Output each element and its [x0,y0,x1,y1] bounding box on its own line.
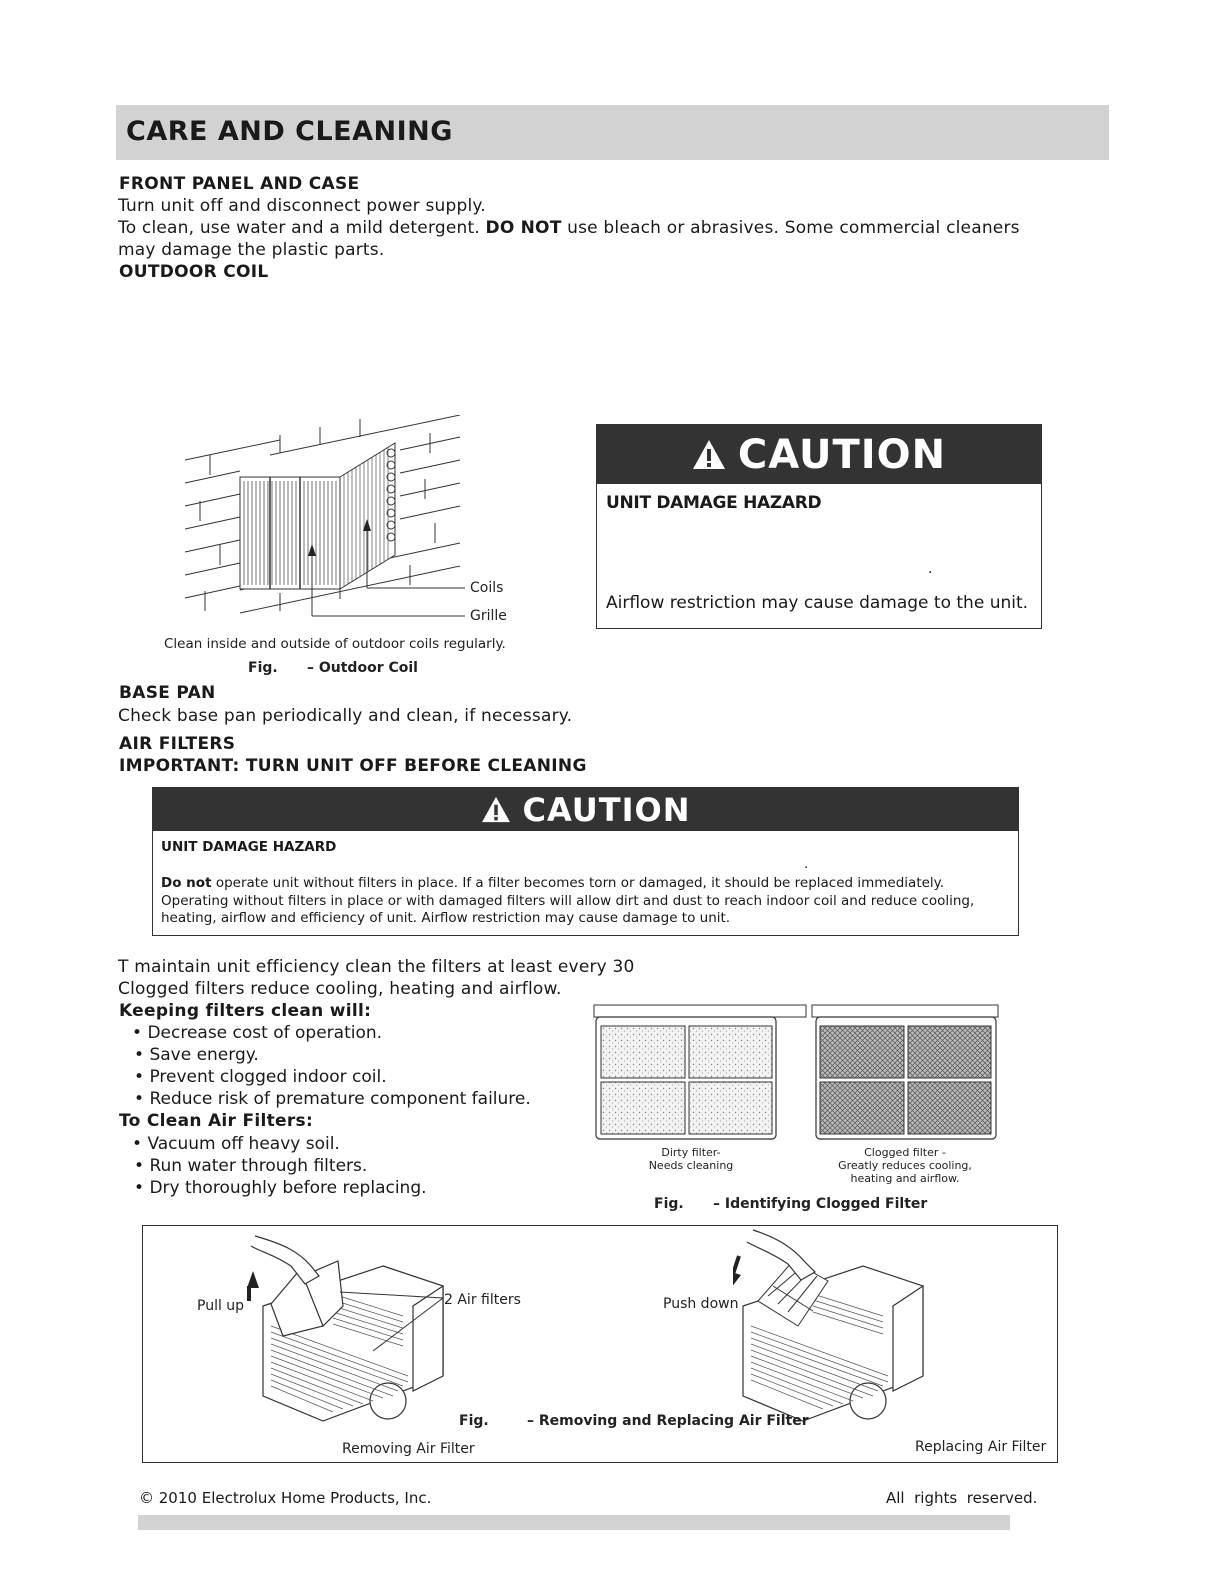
filter-fig-title: – Identifying Clogged Filter [713,1196,928,1212]
base-pan-heading: BASE PAN [119,683,216,703]
filter-comparison-illustration [590,1003,1000,1143]
caution-box-unit-damage [596,424,1042,629]
replacing-filter-illustration [733,1226,973,1441]
list-item: • Save energy. [134,1045,259,1065]
base-pan-text: Check base pan periodically and clean, if necessary. [118,706,573,726]
outdoor-coil-fig-label: Fig. [248,660,278,676]
important-notice: IMPORTANT: TURN UNIT OFF BEFORE CLEANING [119,756,587,776]
caution-banner-filters [153,788,1018,831]
caution-filters-line3: heating, airflow and efficiency of unit. Airflow restriction may cause damage to unit. [161,910,731,926]
caution-filters-hazard: UNIT DAMAGE HAZARD [161,839,337,855]
caution-filters-title: CAUTION [522,790,691,829]
outdoor-coil-heading: OUTDOOR COIL [119,262,269,282]
list-item: • Prevent clogged indoor coil. [134,1067,387,1087]
outdoor-coil-fig-title: – Outdoor Coil [307,660,418,676]
filter-fig-label: Fig. [654,1196,684,1212]
clogged-filter-caption: Clogged filter - Greatly reduces cooling, heating and airflow. [838,1146,972,1185]
front-panel-line1: Turn unit off and disconnect power supply. [118,196,486,216]
warning-triangle-icon [692,439,726,470]
dirty-filter-caption: Dirty filter- Needs cleaning [648,1146,734,1172]
caution-box-filters [152,787,1019,936]
removal-fig-title: – Removing and Replacing Air Filter [527,1413,809,1429]
rights-text: All rights reserved. [886,1489,1038,1507]
pull-up-label: Pull up [197,1298,245,1314]
removing-filter-illustration [243,1226,583,1441]
caution-dot: . [928,561,933,577]
front-panel-line2: To clean, use water and a mild detergent. DO NOT use bleach or abrasives. Some commercial cleaners [118,218,1020,238]
push-down-label: Push down [663,1296,739,1312]
two-air-filters-label: 2 Air filters [444,1292,521,1308]
list-item: • Reduce risk of premature component failure. [134,1089,531,1109]
removing-filter-label: Removing Air Filter [342,1441,475,1457]
footer-bar [138,1515,1010,1530]
caution-title: CAUTION [737,431,947,478]
front-panel-line3: may damage the plastic parts. [118,240,385,260]
caution-body-text: Airflow restriction may cause damage to the unit. [606,593,1029,613]
page-title: CARE AND CLEANING [126,116,453,147]
filter-removal-figure [142,1225,1058,1463]
list-item: • Vacuum off heavy soil. [132,1134,340,1154]
grille-label: Grille [470,608,507,624]
keep-filters-heading: Keeping filters clean will: [119,1001,372,1021]
removal-fig-label: Fig. [459,1413,489,1429]
section-header-bar [116,105,1109,160]
replacing-filter-label: Replacing Air Filter [915,1439,1047,1455]
caution-filters-line1: Do not operate unit without filters in place. If a filter becomes torn or damaged, it should be replaced immediately. [161,875,945,891]
list-item: • Dry thoroughly before replacing. [134,1178,427,1198]
copyright-text: © 2010 Electrolux Home Products, Inc. [139,1489,432,1507]
clean-filters-heading: To Clean Air Filters: [119,1111,314,1131]
warning-triangle-icon [481,796,511,823]
caution-filters-dot: . [804,856,809,872]
outdoor-coil-caption: Clean inside and outside of outdoor coils regularly. [164,636,506,652]
caution-hazard-title: UNIT DAMAGE HAZARD [606,493,822,513]
maintain-line1: T maintain unit efficiency clean the filters at least every 30 [118,957,635,977]
caution-filters-line2: Operating without filters in place or with damaged filters will allow dirt and dust to reach indoor coil and reduce cooling, [161,893,975,909]
caution-banner [597,425,1041,484]
outdoor-coil-illustration [180,415,525,630]
front-panel-heading: FRONT PANEL AND CASE [119,174,360,194]
coils-label: Coils [470,580,504,596]
maintain-line2: Clogged filters reduce cooling, heating and airflow. [118,979,562,999]
list-item: • Run water through filters. [134,1156,368,1176]
air-filters-heading: AIR FILTERS [119,734,236,754]
list-item: • Decrease cost of operation. [132,1023,383,1043]
